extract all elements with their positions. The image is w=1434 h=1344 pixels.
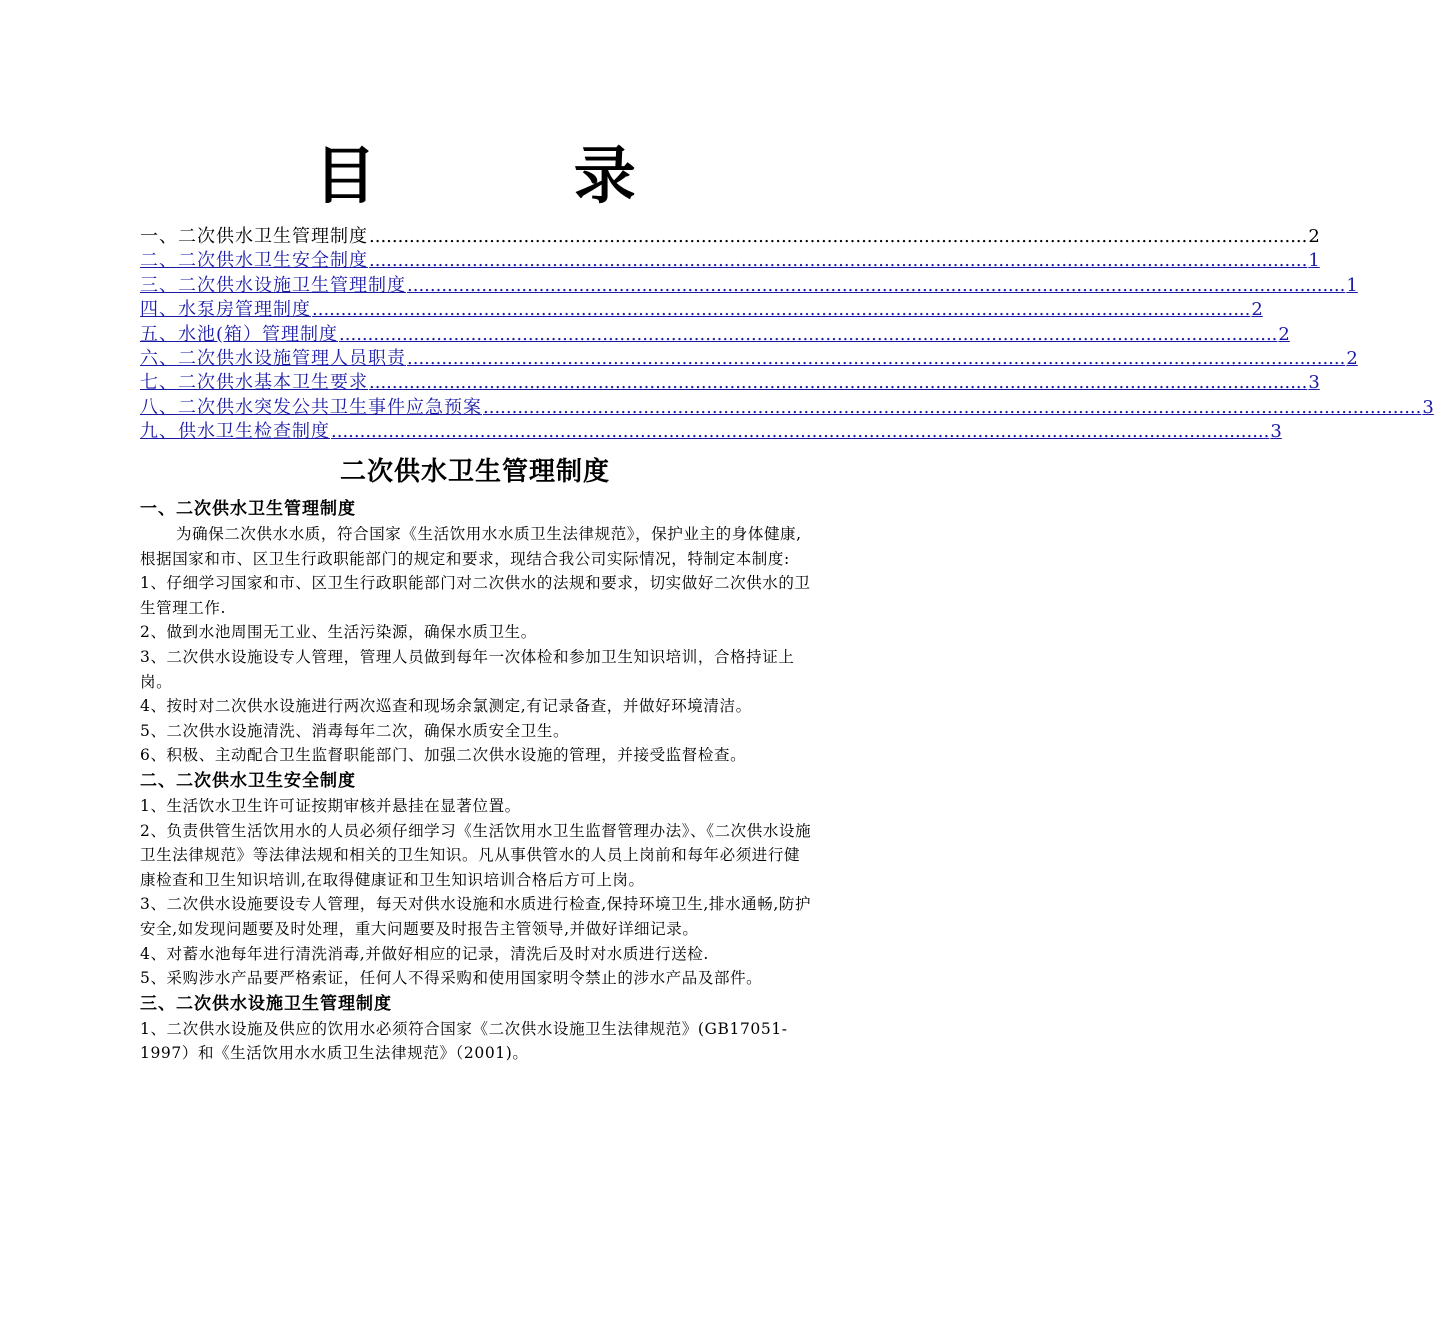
list-item: 6、积极、主动配合卫生监督职能部门、加强二次供水设施的管理，并接受监督检查。 — [140, 746, 747, 765]
toc-entry-label: 六、二次供水设施管理人员职责 — [140, 347, 406, 369]
list-item: 4、对蓄水池每年进行清洗消毒,并做好相应的记录，清洗后及时对水质进行送检. — [140, 944, 709, 963]
document-body — [140, 496, 812, 1066]
toc-entry-label: 七、二次供水基本卫生要求 — [140, 372, 368, 394]
section-heading: 一、二次供水卫生管理制度 — [140, 499, 356, 519]
list-item: 3、二次供水设施设专人管理，管理人员做到每年一次体检和参加卫生知识培训，合格持证上岗。 — [140, 647, 795, 691]
toc-entry-page: 2 — [1308, 226, 1320, 247]
toc-entry-3[interactable] — [140, 274, 1358, 298]
list-item: 2、做到水池周围无工业、生活污染源，确保水质卫生。 — [140, 623, 537, 642]
list-item: 1、生活饮水卫生许可证按期审核并悬挂在显著位置。 — [140, 796, 521, 815]
toc-leader-dots: .................................................................................................................................................................... — [407, 347, 1346, 369]
toc-leader-dots: .................................................................................................................................................................... — [369, 250, 1308, 272]
list-item: 5、二次供水设施清洗、消毒每年二次，确保水质安全卫生。 — [140, 721, 570, 740]
toc-entry-page: 1 — [1308, 250, 1320, 272]
toc-title: 目 录 — [314, 139, 724, 212]
list-item: 3、二次供水设施要设专人管理，每天对供水设施和水质进行检查,保持环境卫生,排水通畅,防护安全,如发现问题要及时处理，重大问题要及时报告主管领导,并做好详细记录。 — [140, 895, 812, 938]
toc-entry-2[interactable] — [140, 249, 1320, 273]
section-heading: 三、二次供水设施卫生管理制度 — [140, 993, 392, 1014]
table-of-contents — [140, 225, 1434, 445]
toc-entry-page: 2 — [1278, 323, 1290, 345]
toc-entry-page: 3 — [1270, 421, 1282, 443]
toc-entry-label: 二、二次供水卫生安全制度 — [140, 250, 368, 272]
toc-entry-page: 2 — [1251, 299, 1263, 321]
toc-entry-label: 三、二次供水设施卫生管理制度 — [140, 274, 406, 296]
toc-entry-page: 3 — [1422, 396, 1434, 418]
list-item: 1、二次供水设施及供应的饮用水必须符合国家《二次供水设施卫生法律规范》(GB17051-1997）和《生活饮用水水质卫生法律规范》（2001)。 — [140, 1019, 788, 1063]
toc-entry-label: 五、水池(箱）管理制度 — [140, 323, 339, 345]
toc-entry-page: 1 — [1346, 274, 1358, 296]
document-title: 二次供水卫生管理制度 — [339, 457, 610, 487]
toc-leader-dots: .................................................................................................................................................................... — [369, 226, 1308, 247]
toc-leader-dots: .................................................................................................................................................................... — [312, 299, 1251, 321]
toc-entry-label: 八、二次供水突发公共卫生事件应急预案 — [140, 396, 482, 418]
list-item: 2、负责供管生活饮用水的人员必须仔细学习《生活饮用水卫生监督管理办法》、《二次供水设施卫生法律规范》等法律法规和相关的卫生知识。凡从事供管水的人员上岗前和每年必须进行健康检查和卫生知识培训,在取得健康证和卫生知识培训合格后方可上岗。 — [140, 821, 812, 889]
toc-entry-label: 九、供水卫生检查制度 — [140, 421, 330, 443]
toc-entry-label: 四、水泵房管理制度 — [140, 299, 311, 321]
toc-entry-page: 2 — [1346, 347, 1358, 369]
toc-entry-label: 一、二次供水卫生管理制度 — [140, 226, 368, 247]
toc-leader-dots: .................................................................................................................................................................... — [407, 274, 1346, 296]
toc-entry-6[interactable] — [140, 347, 1358, 371]
toc-leader-dots: .................................................................................................................................................................... — [369, 372, 1308, 394]
list-item: 5、采购涉水产品要严格索证，任何人不得采购和使用国家明令禁止的涉水产品及部件。 — [140, 969, 763, 988]
section-intro: 为确保二次供水水质，符合国家《生活饮用水水质卫生法律规范》，保护业主的身体健康,根据国家和市、区卫生行政职能部门的规定和要求，现结合我公司实际情况，特制定本制度: — [140, 525, 802, 568]
toc-entry-4[interactable] — [140, 298, 1263, 322]
toc-leader-dots: .................................................................................................................................................................... — [483, 396, 1422, 418]
toc-entry-8[interactable] — [140, 396, 1434, 420]
toc-leader-dots: .................................................................................................................................................................... — [331, 421, 1270, 443]
list-item: 1、仔细学习国家和市、区卫生行政职能部门对二次供水的法规和要求，切实做好二次供水的卫生管理工作. — [140, 574, 811, 617]
toc-leader-dots: .................................................................................................................................................................... — [339, 323, 1278, 345]
toc-entry-page: 3 — [1308, 372, 1320, 394]
list-item: 4、按时对二次供水设施进行两次巡查和现场余氯测定,有记录备查，并做好环境清洁。 — [140, 697, 752, 716]
toc-entry-1[interactable] — [140, 225, 1320, 249]
toc-entry-7[interactable] — [140, 371, 1320, 395]
toc-entry-5[interactable] — [140, 323, 1290, 347]
toc-entry-9[interactable] — [140, 420, 1282, 444]
section-heading: 二、二次供水卫生安全制度 — [140, 770, 356, 791]
